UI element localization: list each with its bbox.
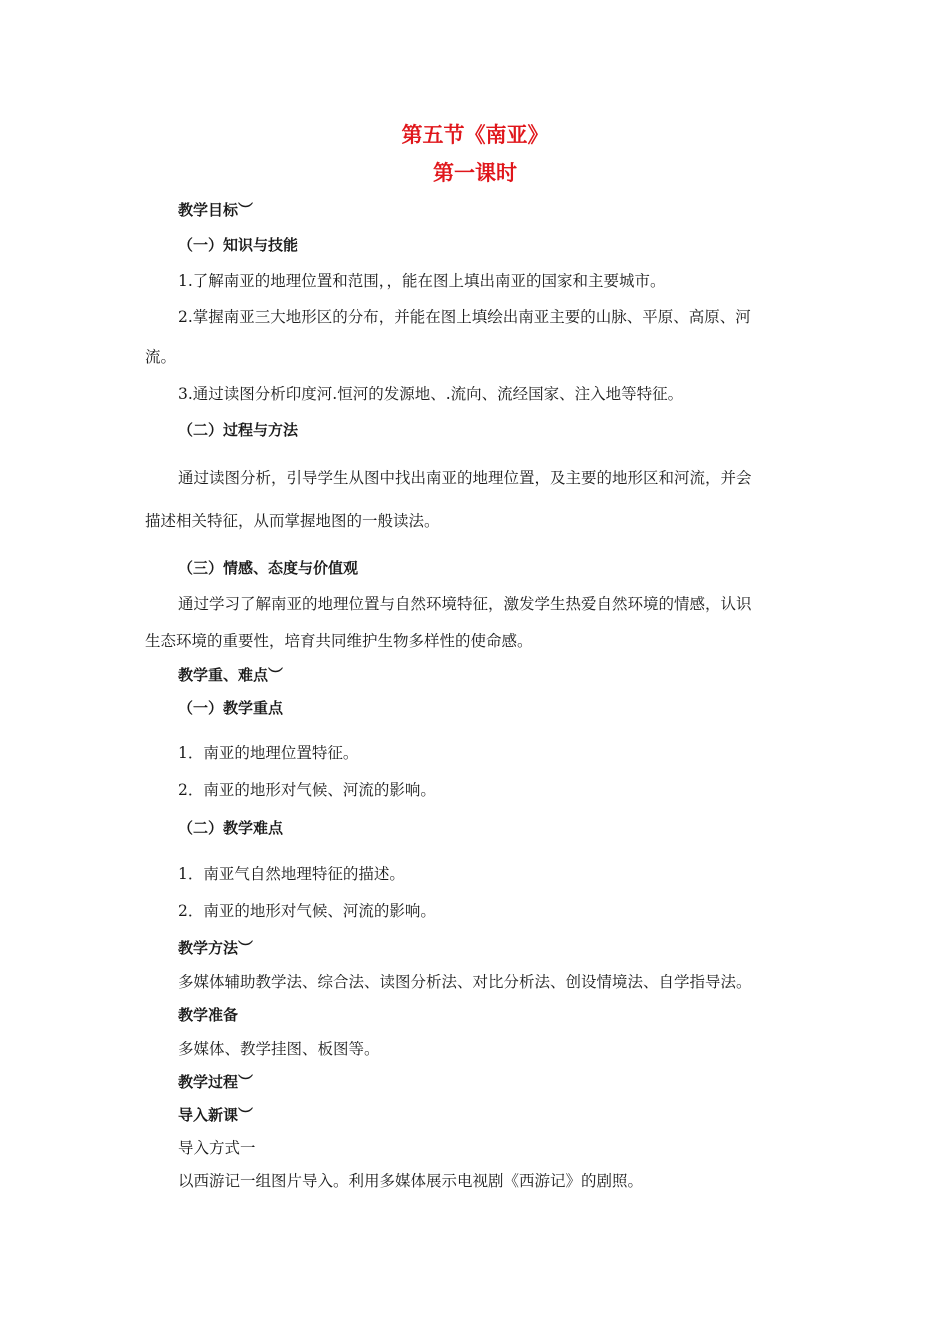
paragraph-line: 2.掌握南亚三大地形区的分布，并能在图上填绘出南亚主要的山脉、平原、高原、河 [178,308,751,326]
heading-teaching-methods: 教学方法︶ [178,939,254,957]
paragraph-line: 多媒体、教学挂图、板图等。 [178,1040,380,1058]
subheading-emotion-values: （三）情感、态度与价值观 [178,559,359,577]
paragraph-line: 导入方式一 [178,1139,256,1157]
paragraph-line: 通过读图分析，引导学生从图中找出南亚的地理位置，及主要的地形区和河流，并会 [178,469,752,487]
subheading-knowledge-skills: （一）知识与技能 [178,236,299,254]
paragraph-line: 多媒体辅助教学法、综合法、读图分析法、对比分析法、创设情境法、自学指导法。 [178,973,752,991]
subheading-key-points: （一）教学重点 [178,699,284,717]
document-title: 第五节《南亚》 [401,123,549,147]
list-item: 2．南亚的地形对气候、河流的影响。 [178,781,436,799]
paragraph-line: 生态环境的重要性，培育共同维护生物多样性的使命感。 [145,632,533,650]
list-item: 1．南亚的地理位置特征。 [178,744,359,762]
paragraph-line: 3.通过读图分析印度河.恒河的发源地、.流向、流经国家、注入地等特征。 [178,385,684,403]
paragraph-line: 1.了解南亚的地理位置和范围，，能在图上填出南亚的国家和主要城市。 [178,272,666,290]
heading-key-difficult-points: 教学重、难点︶ [178,666,284,684]
paragraph-line: 描述相关特征，从而掌握地图的一般读法。 [145,512,440,530]
subheading-difficult-points: （二）教学难点 [178,819,284,837]
heading-teaching-process: 教学过程︶ [178,1073,254,1091]
subheading-process-method: （二）过程与方法 [178,421,299,439]
heading-introduce-lesson: 导入新课︶ [178,1106,254,1124]
paragraph-line: 通过学习了解南亚的地理位置与自然环境特征，激发学生热爱自然环境的情感，认识 [178,595,752,613]
list-item: 1．南亚气自然地理特征的描述。 [178,865,405,883]
paragraph-line: 流。 [145,348,177,366]
list-item: 2．南亚的地形对气候、河流的影响。 [178,902,436,920]
paragraph-line: 以西游记一组图片导入。利用多媒体展示电视剧《西游记》的剧照。 [178,1172,644,1190]
heading-teaching-preparation: 教学准备 [178,1006,239,1024]
heading-teaching-goals: 教学目标︶ [178,201,254,219]
document-subtitle: 第一课时 [433,161,517,185]
